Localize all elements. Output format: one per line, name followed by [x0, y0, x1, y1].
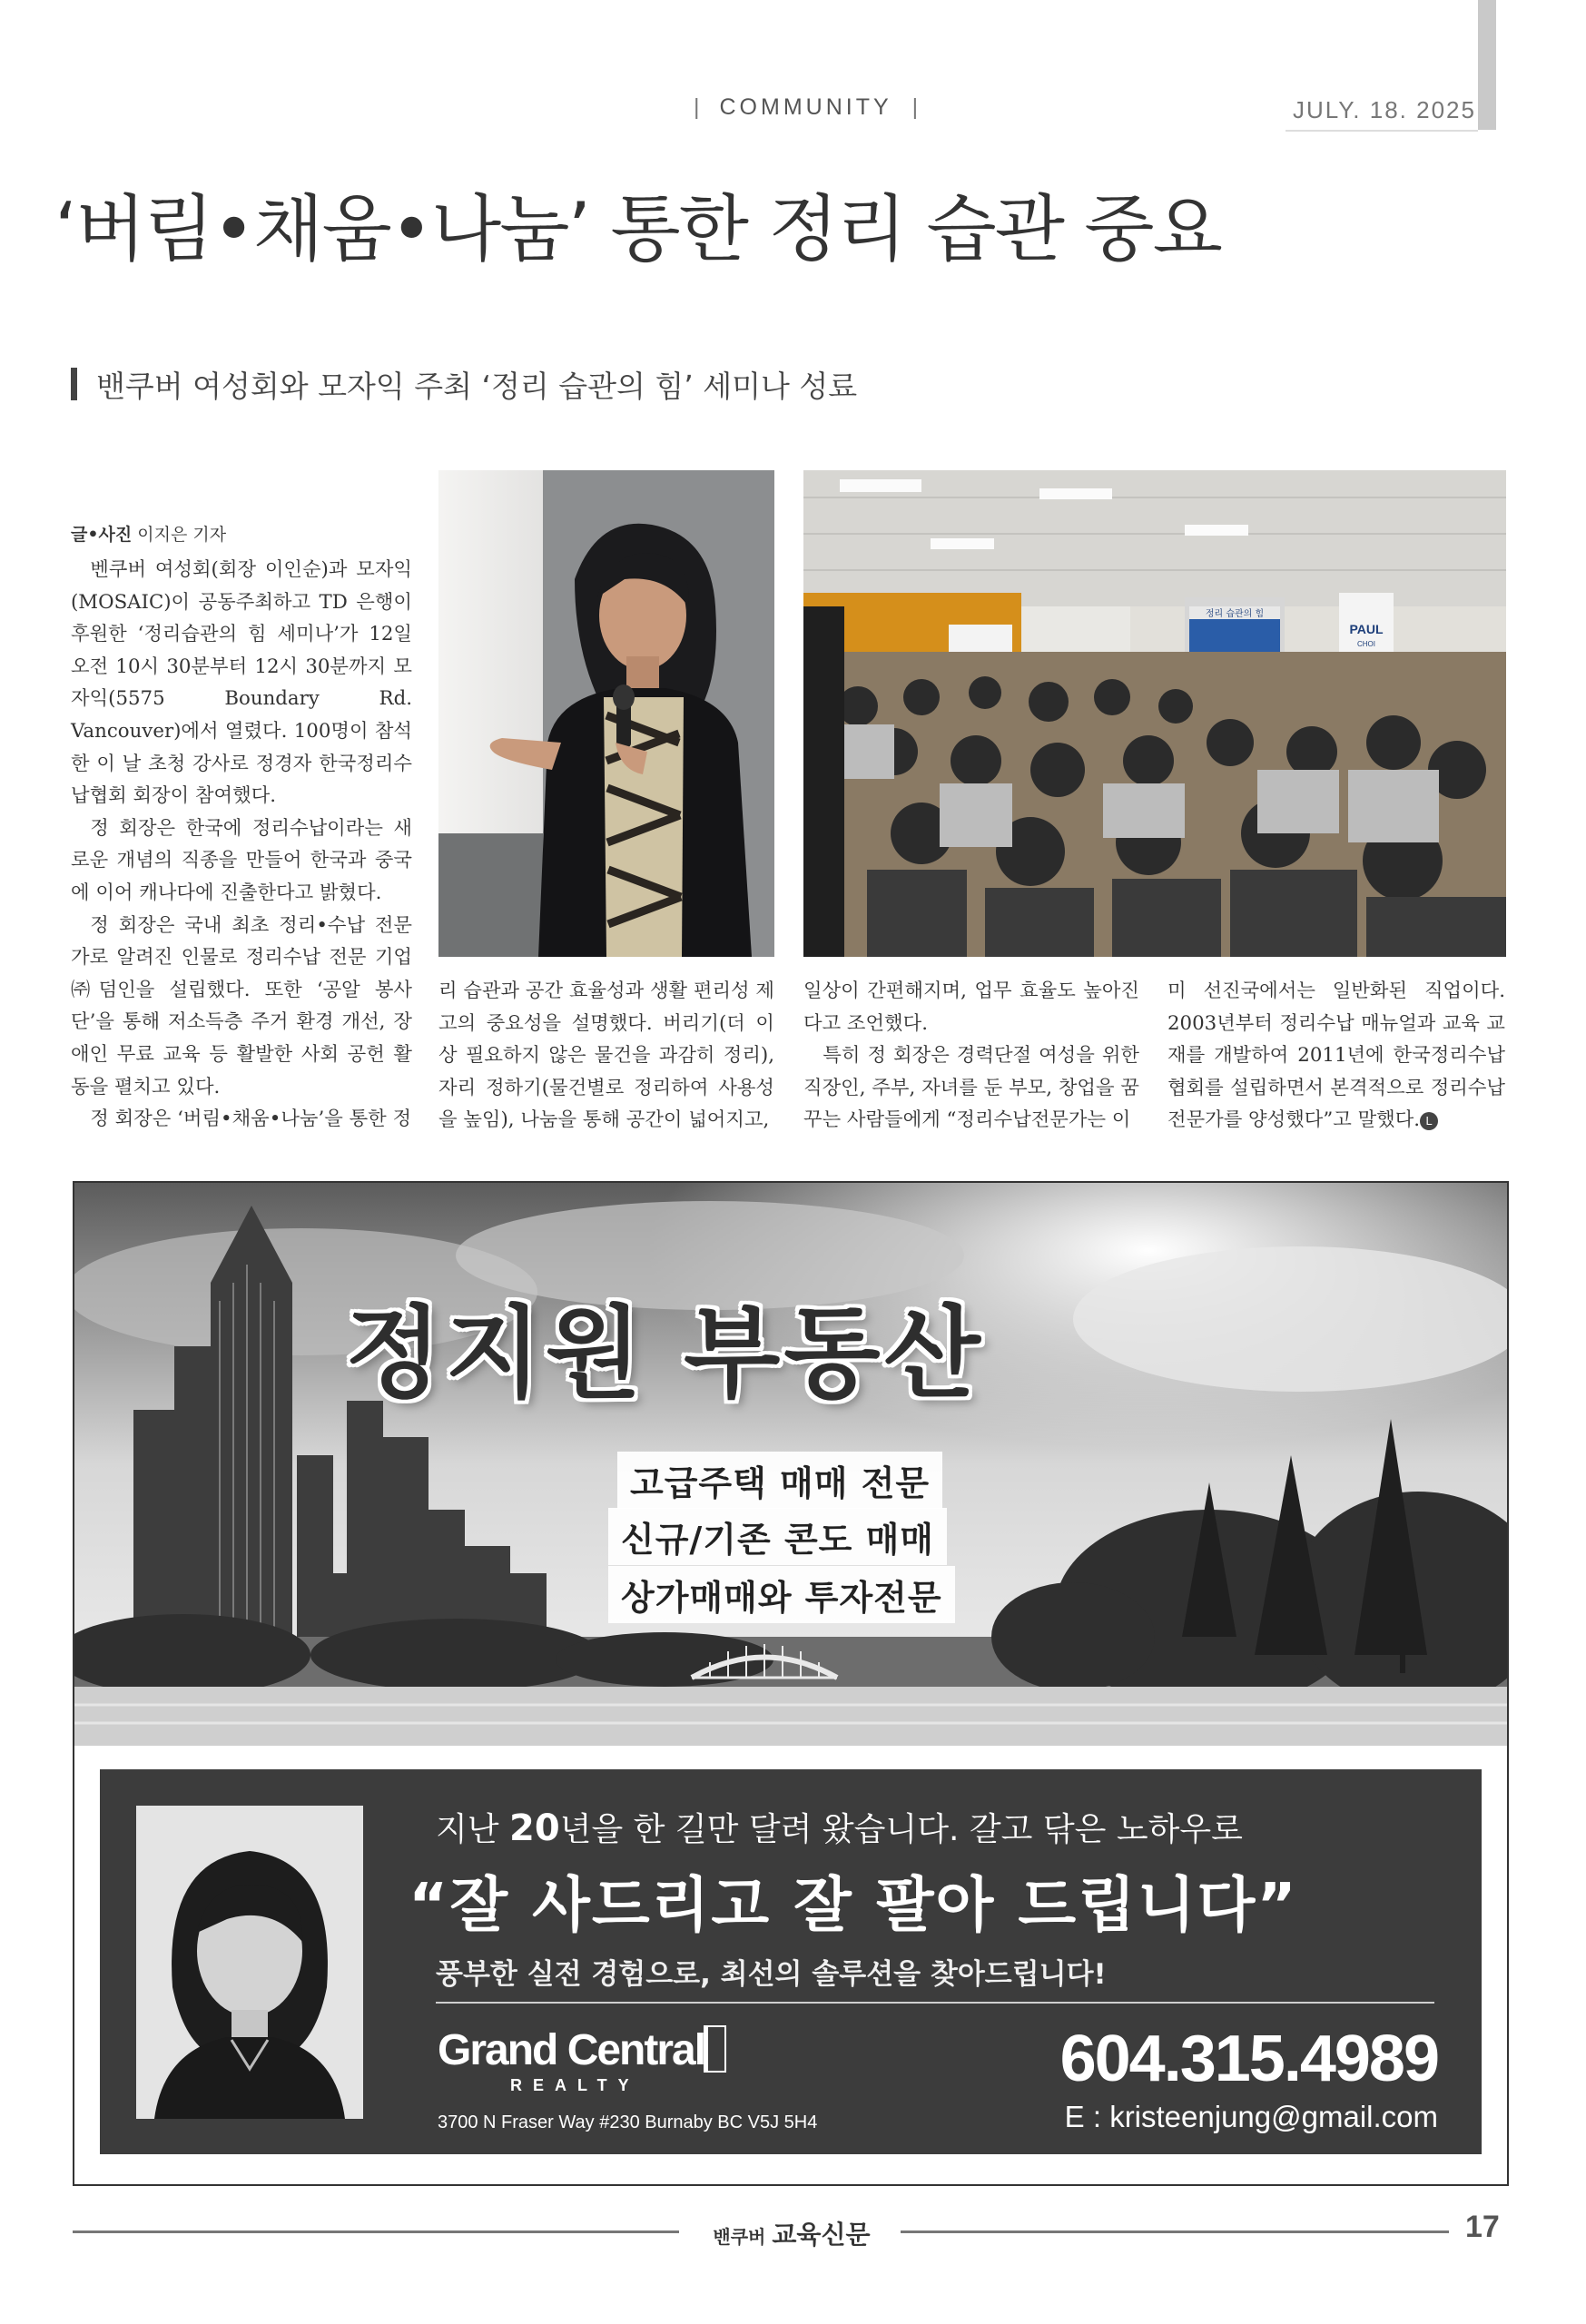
subhead-marker: [71, 368, 77, 400]
newspaper-name-small: 밴쿠버: [713, 2226, 766, 2248]
newspaper-name-big: 교육신문: [772, 2220, 871, 2250]
speaker-illustration: [438, 470, 774, 957]
standee-sub: CHOI: [1357, 640, 1375, 648]
tagline-years: 20: [509, 1807, 560, 1849]
newspaper-name: [710, 2215, 873, 2251]
service-item: 신규/기존 콘도 매매: [608, 1508, 947, 1565]
byline-name: 이지은 기자: [137, 525, 227, 545]
section-name: COMMUNITY: [719, 94, 892, 120]
text-column-3: [803, 975, 1139, 1137]
end-mark-icon: L: [1420, 1112, 1438, 1130]
footer-rule-left: [73, 2230, 679, 2233]
paragraph: 일상이 간편해지며, 업무 효율도 높아진다고 조언했다.: [803, 980, 1139, 1035]
byline: [71, 521, 226, 546]
ad-tagline: [436, 1804, 1243, 1850]
page-tab-marker: [1478, 0, 1496, 130]
service-item: 상가매매와 투자전문: [608, 1566, 955, 1623]
service-item: 고급주택 매매 전문: [617, 1452, 942, 1509]
paragraph: 정 회장은 ‘버림•채움•나눔’을 통한 정: [90, 1108, 412, 1131]
seminar-photo: [803, 470, 1506, 957]
building-icon: [704, 2025, 726, 2073]
paragraph: 정 회장은 국내 최초 정리•수납 전문가로 알려진 인물로 정리수납 전문 기업 ㈜덤인을 설립했다. 또한 ‘공알 봉사단’을 통해 저소득층 주거 환경 개선, 장애인 무료 교육 등 활발한 사회 공헌 활동을 펼치고 있다.: [71, 913, 412, 1098]
real-estate-ad: [73, 1181, 1509, 2186]
brokerage-logo-sub: REALTY: [510, 2076, 640, 2094]
paragraph: 리 습관과 공간 효율성과 생활 편리성 제고의 중요성을 설명했다. 버리기(더 이상 필요하지 않은 물건을 과감히 정리), 자리 정하기(물건별로 정리하여 사용성을 높임), 나눔을 통해 공간이 넓어지고,: [438, 980, 774, 1132]
date-underline: [1286, 130, 1478, 132]
paragraph-text: 미 선진국에서는 일반화된 직업이다. 2003년부터 정리수납 매뉴얼과 교육 교재를 개발하여 2011년에 한국정리수납협회를 설립하면서 본격적으로 정리수납전문가를 양성했다”고 말했다.: [1167, 980, 1505, 1132]
ad-contact-box: [100, 1769, 1482, 2154]
section-label: [674, 94, 938, 121]
tagline-pre: 지난: [436, 1811, 509, 1848]
issue-date: JULY. 18. 2025: [1293, 96, 1476, 123]
brokerage-logo: Grand Central: [438, 2026, 705, 2074]
office-address: 3700 N Fraser Way #230 Burnaby BC V5J 5H4: [438, 2112, 818, 2132]
ad-divider: [436, 2002, 1434, 2004]
paragraph: [1167, 975, 1505, 1137]
ad-subline: 풍부한 실전 경험으로, 최선의 솔루션을 찾아드립니다!: [436, 1958, 1107, 1991]
ad-quote: “잘 사드리고 잘 팔아 드립니다”: [409, 1870, 1298, 1940]
section-divider-left: |: [694, 94, 700, 120]
paragraph: 정 회장은 한국에 정리수납이라는 새로운 개념의 직종을 만들어 한국과 중국에 이어 캐나다에 진출한다고 밝혔다.: [71, 816, 412, 904]
article-subhead: 밴쿠버 여성회와 모자익 주최 ‘정리 습관의 힘’ 세미나 성료: [96, 369, 858, 404]
article-headline: ‘버림•채움•나눔’ 통한 정리 습관 중요: [54, 187, 1221, 271]
standee-name: PAUL: [1349, 622, 1384, 636]
paragraph: 특히 정 회장은 경력단절 여성을 위한 직장인, 주부, 자녀를 둔 부모, 창업을 꿈꾸는 사람들에게 “정리수납전문가는 이: [803, 1044, 1139, 1132]
screen-banner-title: 정리 습관의 힘: [1205, 609, 1265, 619]
agent-portrait: [136, 1806, 363, 2119]
footer-rule-right: [901, 2230, 1449, 2233]
text-column-1: [71, 554, 412, 1144]
ad-title: 정지원 부동산: [345, 1295, 984, 1412]
tagline-post: 년을 한 길만 달려 왔습니다. 갈고 닦은 노하우로: [559, 1811, 1243, 1848]
ad-cityscape: [74, 1183, 1507, 1746]
page-number: 17: [1465, 2210, 1500, 2244]
text-column-2: [438, 975, 774, 1137]
byline-label: 글•사진: [71, 525, 133, 545]
section-divider-right: |: [911, 94, 919, 120]
paragraph: 벤쿠버 여성회(회장 이인순)과 모자익(MOSAIC)이 공동주최하고 TD 은행이 후원한 ‘정리습관의 힘 세미나’가 12일 오전 10시 30분부터 12시 30분까지 모자익(5575 Boundary Rd. Vancouver)에서 열렸다. 100명이 참석한 이 날 초청 강사로 정경자 한국정리수납협회 회장이 참여했다.: [71, 558, 412, 808]
text-column-4: [1167, 975, 1505, 1137]
agent-photo: [136, 1806, 363, 2119]
speaker-photo: [438, 470, 774, 957]
email-address: E : kristeenjung@gmail.com: [1064, 2100, 1438, 2133]
phone-number: 604.315.4989: [1059, 2023, 1438, 2095]
seminar-illustration: [803, 470, 1506, 957]
